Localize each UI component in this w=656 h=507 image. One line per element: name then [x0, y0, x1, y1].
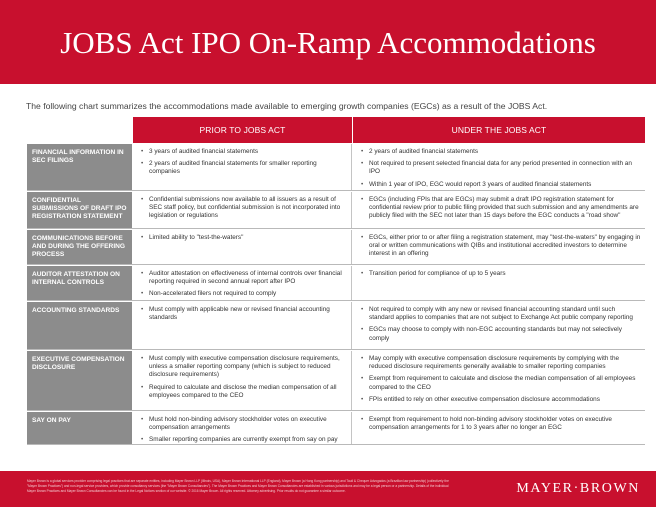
- under-cell: [353, 144, 645, 190]
- row-label: ACCOUNTING STANDARDS: [27, 302, 132, 349]
- table-row-auditor-attestation: [27, 266, 645, 301]
- row-label: SAY ON PAY: [27, 412, 132, 444]
- table-row-accounting-standards: [27, 302, 645, 350]
- prior-cell: [133, 144, 352, 190]
- under-cell: [353, 230, 645, 264]
- row-label: AUDITOR ATTESTATION ON INTERNAL CONTROLS: [27, 266, 132, 300]
- list-item: • EGCs (including FPIs that are EGCs) may submit a draft IPO registration statement for confidential review prior to public filing provided that such submission and any amendments are publicly filed with the SEC not later than 15 days before the EGC conducts a "road show": [361, 196, 641, 221]
- list-item: • Must comply with executive compensation disclosure requirements, unless a smaller reporting company (which is subject to reduced disclosure requirements): [141, 355, 347, 380]
- prior-cell: [133, 412, 352, 444]
- list-item: • 3 years of audited financial statements: [141, 148, 347, 156]
- prior-cell: [133, 266, 352, 300]
- prior-cell: [133, 302, 352, 349]
- list-item: • Must hold non-binding advisory stockholder votes on executive compensation arrangements: [141, 416, 347, 432]
- list-item: • EGCs may choose to comply with non-EGC accounting standards but may not selectively comply: [361, 326, 641, 342]
- prior-cell: [133, 351, 352, 410]
- row-label: COMMUNICATIONS BEFORE AND DURING THE OFFERING PROCESS: [27, 230, 132, 264]
- under-cell: [353, 351, 645, 410]
- title-banner: [0, 0, 656, 84]
- table-row-executive-compensation: [27, 351, 645, 411]
- prior-cell: [133, 192, 352, 228]
- list-item: • Limited ability to "test-the-waters": [141, 234, 347, 242]
- list-item: • Smaller reporting companies are currently exempt from say on pay: [141, 436, 347, 444]
- list-item: • Not required to present selected financial data for any period presented in connection with an IPO: [361, 160, 641, 176]
- list-item: • Non-accelerated filers not required to comply: [141, 290, 347, 298]
- table-row-communications: [27, 230, 645, 265]
- under-cell: [353, 192, 645, 228]
- table-row-say-on-pay: [27, 412, 645, 445]
- list-item: • Not required to comply with any new or revised financial accounting standard until such standard applies to companies that are not subject to Exchange Act public company reporting: [361, 306, 641, 322]
- list-item: • Exempt from requirement to calculate and disclose the median compensation of all employees compared to the CEO: [361, 375, 641, 391]
- column-header-under: UNDER THE JOBS ACT: [353, 117, 645, 143]
- list-item: • May comply with executive compensation disclosure requirements by complying with the reduced disclosure requirements generally available to smaller reporting companies: [361, 355, 641, 371]
- page-title: JOBS Act IPO On-Ramp Accommodations: [60, 25, 596, 60]
- mayer-brown-logo: MAYER·BROWN: [516, 481, 640, 496]
- footer-bar: [0, 471, 656, 507]
- footer-disclaimer: Mayer Brown is a global services provider comprising legal practices that are separate entities, including Mayer Brown LLP (Illinois, USA), Mayer Brown International LLP (England), Mayer Brown (a Hong Kong partnership) and Tauil & Chequer Advogados (a Brazilian law partnership) (collectively the "Mayer Brown Practices") and non-legal service providers, which provide consultancy services (the "Mayer Brown Consultancies"). The Mayer Brown Practices and Mayer Brown Consultancies are established in various jurisdictions and may be a legal person or a partnership. Details of the individual Mayer Brown Practices and Mayer Brown Consultancies can be found in the Legal Notices section of our website. © 2016 Mayer Brown. All rights reserved. Attorney advertising. Prior results do not guarantee a similar outcome.: [27, 479, 449, 493]
- list-item: • Required to calculate and disclose the median compensation of all employees compared to the CEO: [141, 384, 347, 400]
- list-item: • 2 years of audited financial statements: [361, 148, 641, 156]
- table-row-confidential-submissions: [27, 192, 645, 229]
- table-header: [27, 117, 645, 143]
- list-item: • Must comply with applicable new or revised financial accounting standards: [141, 306, 347, 322]
- row-label: FINANCIAL INFORMATION IN SEC FILINGS: [27, 144, 132, 190]
- row-label: CONFIDENTIAL SUBMISSIONS OF DRAFT IPO REGISTRATION STATEMENT: [27, 192, 132, 228]
- list-item: • FPIs entitled to rely on other executive compensation disclosure accommodations: [361, 396, 641, 404]
- list-item: • EGCs, either prior to or after filing a registration statement, may "test-the-waters" by engaging in oral or written communications with QIBs and institutional accredited investors to determine interest in an offering: [361, 234, 641, 259]
- list-item: • Confidential submissions now available to all issuers as a result of SEC staff policy, but confidential submission is not incorporated into legislation or regulations: [141, 196, 347, 221]
- under-cell: [353, 266, 645, 300]
- comparison-table: [27, 117, 645, 445]
- intro-text: The following chart summarizes the accommodations made available to emerging growth companies (EGCs) as a result of the JOBS Act.: [26, 101, 548, 111]
- list-item: • 2 years of audited financial statements for smaller reporting companies: [141, 160, 347, 176]
- header-corner: [27, 117, 132, 143]
- row-label: EXECUTIVE COMPENSATION DISCLOSURE: [27, 351, 132, 410]
- under-cell: [353, 302, 645, 349]
- table-row-financial-information: [27, 144, 645, 191]
- list-item: • Auditor attestation on effectiveness of internal controls over financial reporting required in second annual report after IPO: [141, 270, 347, 286]
- list-item: • Within 1 year of IPO, EGC would report 3 years of audited financial statements: [361, 181, 641, 189]
- column-header-prior: PRIOR TO JOBS ACT: [133, 117, 352, 143]
- prior-cell: [133, 230, 352, 264]
- list-item: • Exempt from requirement to hold non-binding advisory stockholder votes on executive compensation arrangements for 1 to 3 years after no longer an EGC: [361, 416, 641, 432]
- list-item: • Transition period for compliance of up to 5 years: [361, 270, 641, 278]
- under-cell: [353, 412, 645, 444]
